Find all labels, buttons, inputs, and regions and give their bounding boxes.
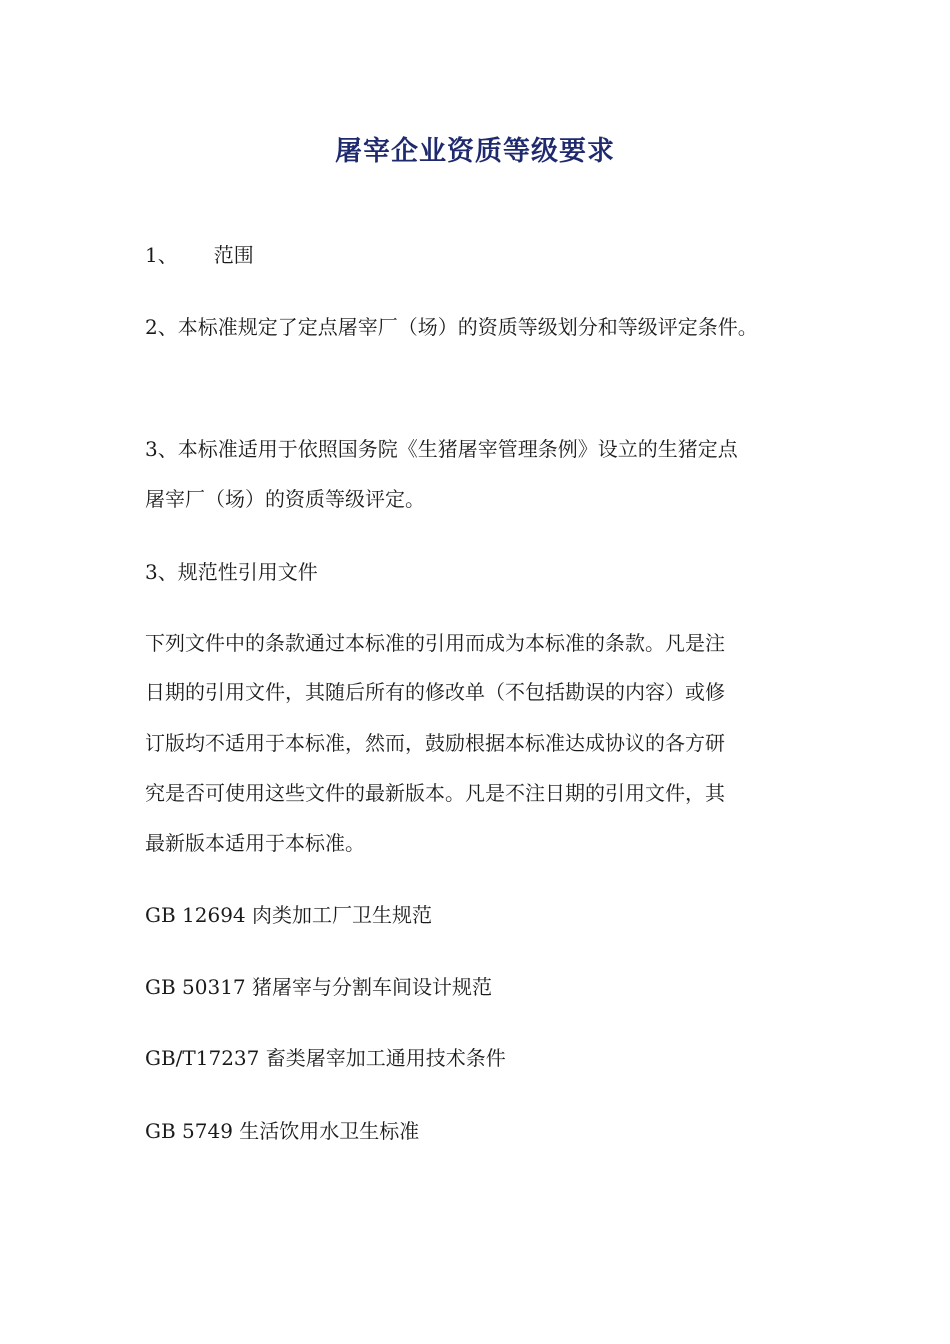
refs-paragraph-line-2: 日期的引用文件，其随后所有的修改单（不包括勘误的内容）或修 bbox=[145, 680, 725, 704]
reference-item: GB 12694 肉类加工厂卫生规范 bbox=[145, 903, 433, 927]
refs-paragraph-line-4: 究是否可使用这些文件的最新版本。凡是不注日期的引用文件，其 bbox=[145, 781, 725, 805]
scope-paragraph: 2、本标准规定了定点屠宰厂（场）的资质等级划分和等级评定条件。 bbox=[145, 315, 758, 339]
section-3-heading: 3、规范性引用文件 bbox=[145, 560, 318, 584]
apply-paragraph-line-2: 屠宰厂（场）的资质等级评定。 bbox=[145, 487, 425, 511]
refs-paragraph-line-5: 最新版本适用于本标准。 bbox=[145, 831, 365, 855]
reference-item: GB/T17237 畜类屠宰加工通用技术条件 bbox=[145, 1046, 506, 1070]
reference-item: GB 50317 猪屠宰与分割车间设计规范 bbox=[145, 975, 493, 999]
reference-item: GB 5749 生活饮用水卫生标准 bbox=[145, 1119, 420, 1143]
section-1-number: 1、 bbox=[145, 243, 178, 267]
refs-paragraph-line-1: 下列文件中的条款通过本标准的引用而成为本标准的条款。凡是注 bbox=[145, 631, 725, 655]
refs-paragraph-line-3: 订版均不适用于本标准，然而，鼓励根据本标准达成协议的各方研 bbox=[145, 731, 725, 755]
section-1-text: 范围 bbox=[213, 243, 254, 267]
apply-paragraph-line-1: 3、本标准适用于依照国务院《生猪屠宰管理条例》设立的生猪定点 bbox=[145, 437, 738, 461]
document-title: 屠宰企业资质等级要求 bbox=[335, 136, 615, 167]
section-1-heading bbox=[145, 240, 254, 270]
